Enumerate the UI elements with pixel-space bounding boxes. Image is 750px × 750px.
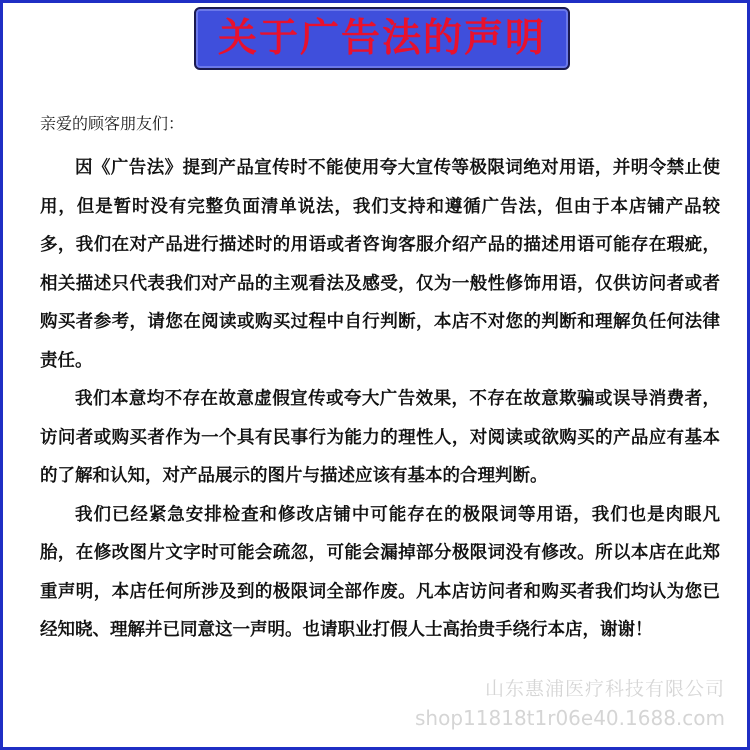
- page-title: 关于广告法的声明: [217, 16, 546, 61]
- statement-paragraph-2: 我们本意均不存在故意虚假宣传或夸大广告效果，不存在故意欺骗或误导消费者，访问者或购买者作为一个具有民事行为能力的理性人，对阅读或欲购买的产品应有基本的了解和认知，对产品展示的图片与描述应该有基本的合理判断。: [40, 389, 720, 486]
- statement-paragraph-1: 因《广告法》提到产品宣传时不能使用夸大宣传等极限词绝对用语，并明令禁止使用，但是暂时没有完整负面清单说法，我们支持和遵循广告法，但由于本店铺产品较多，我们在对产品进行描述时的用语或者咨询客服介绍产品的描述用语可能存在瑕疵，相关描述只代表我们对产品的主观看法及感受，仅为一般性修饰用语，仅供访问者或者购买者参考，请您在阅读或购买过程中自行判断，本店不对您的判断和理解负任何法律责任。: [40, 158, 720, 371]
- watermark-shop-url: shop11818t1r06e40.1688.com: [415, 706, 725, 730]
- watermark-company-name: 山东惠浦医疗科技有限公司: [484, 678, 725, 700]
- greeting-line: 亲爱的顾客朋友们：: [40, 114, 185, 133]
- statement-paragraph-3: 我们已经紧急安排检查和修改店铺中可能存在的极限词等用语，我们也是肉眼凡胎，在修改图片文字时可能会疏忽，可能会漏掉部分极限词没有修改。所以本店在此郑重声明，本店任何所涉及到的极限词全部作废。凡本店访问者和购买者我们均认为您已经知晓、理解并已同意这一声明。也请职业打假人士高抬贵手绕行本店，谢谢！: [40, 504, 720, 640]
- statement-body: [40, 149, 720, 650]
- title-banner: [194, 7, 570, 70]
